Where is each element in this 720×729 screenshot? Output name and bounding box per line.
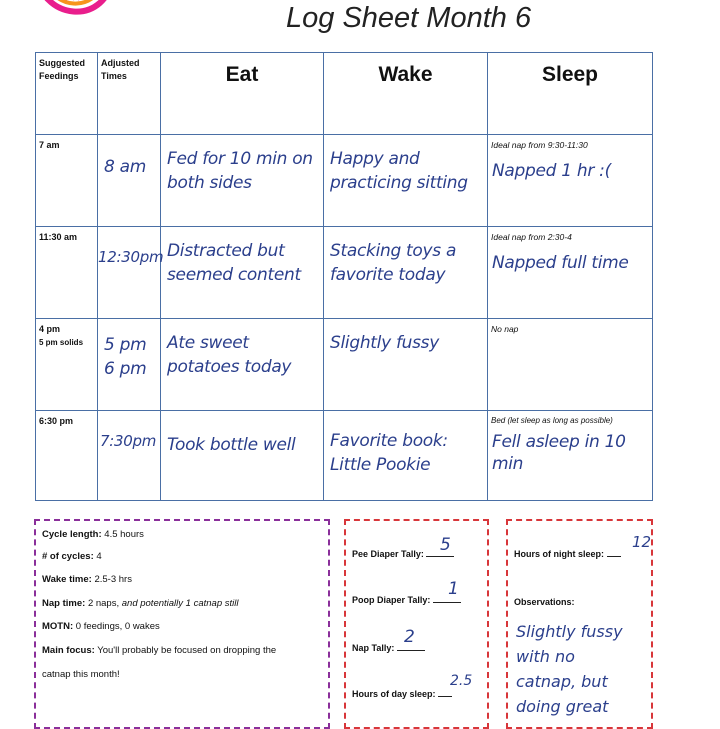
suggested-time-cell: 11:30 am [36, 227, 98, 319]
tally-box [344, 519, 489, 729]
wake-cell[interactable]: Slightly fussy [324, 319, 488, 411]
wake-cell[interactable]: Stacking toys a favorite today [324, 227, 488, 319]
observations-label: Observations: [514, 597, 575, 607]
eat-cell[interactable]: Fed for 10 min on both sides [161, 135, 324, 227]
month-info-box [34, 519, 330, 729]
poop-tally[interactable]: Poop Diaper Tally: 1 [352, 595, 461, 605]
brand-logo-icon [28, 0, 120, 42]
adjusted-time-cell[interactable]: 7:30pm [98, 411, 161, 501]
main-focus-line: Main focus: You'll probably be focused on dropping the [42, 645, 277, 656]
nap-time-line: Nap time: 2 naps, and potentially 1 catnap still [42, 598, 239, 609]
pee-tally[interactable]: Pee Diaper Tally: 5 [352, 549, 454, 559]
suggested-time-cell: 4 pm 5 pm solids [36, 319, 98, 411]
adjusted-time-cell[interactable]: 12:30pm [98, 227, 161, 319]
eat-cell[interactable]: Distracted but seemed content [161, 227, 324, 319]
adjusted-time-cell[interactable]: 8 am [98, 135, 161, 227]
observations-text[interactable]: Slightly fussy with no catnap, but doing great [516, 622, 623, 716]
page-title: Log Sheet Month 6 [286, 2, 532, 34]
table-row [36, 319, 653, 411]
nap-tally[interactable]: Nap Tally: 2 [352, 643, 425, 653]
header-sleep: Sleep [488, 53, 653, 135]
log-table [35, 52, 653, 501]
suggested-time-cell: 6:30 pm [36, 411, 98, 501]
suggested-time-cell: 7 am [36, 135, 98, 227]
night-sleep-tally[interactable]: Hours of night sleep: 12 [514, 533, 652, 559]
wake-time-line: Wake time: 2.5-3 hrs [42, 574, 132, 585]
header-suggested: Suggested Feedings [36, 53, 98, 135]
adjusted-time-cell[interactable]: 5 pm 6 pm [98, 319, 161, 411]
sleep-cell[interactable]: Ideal nap from 9:30-11:30 Napped 1 hr :( [488, 135, 653, 227]
header-row [36, 53, 653, 135]
main-focus-line-2: catnap this month! [42, 669, 120, 680]
wake-cell[interactable]: Happy and practicing sitting [324, 135, 488, 227]
cycle-length-line: Cycle length: 4.5 hours [42, 529, 144, 540]
table-row [36, 411, 653, 501]
header-wake: Wake [324, 53, 488, 135]
cycles-line: # of cycles: 4 [42, 551, 102, 562]
wake-cell[interactable]: Favorite book: Little Pookie [324, 411, 488, 501]
table-row [36, 135, 653, 227]
sleep-cell[interactable]: No nap [488, 319, 653, 411]
motn-line: MOTN: 0 feedings, 0 wakes [42, 621, 160, 632]
table-row [36, 227, 653, 319]
day-sleep-tally[interactable]: Hours of day sleep: 2.5 [352, 673, 473, 699]
eat-cell[interactable]: Ate sweet potatoes today [161, 319, 324, 411]
header-adjusted: Adjusted Times [98, 53, 161, 135]
night-observations-box [506, 519, 653, 729]
eat-cell[interactable]: Took bottle well [161, 411, 324, 501]
header-eat: Eat [161, 53, 324, 135]
sleep-cell[interactable]: Bed (let sleep as long as possible) Fell asleep in 10 min [488, 411, 653, 501]
sleep-cell[interactable]: Ideal nap from 2:30-4 Napped full time [488, 227, 653, 319]
